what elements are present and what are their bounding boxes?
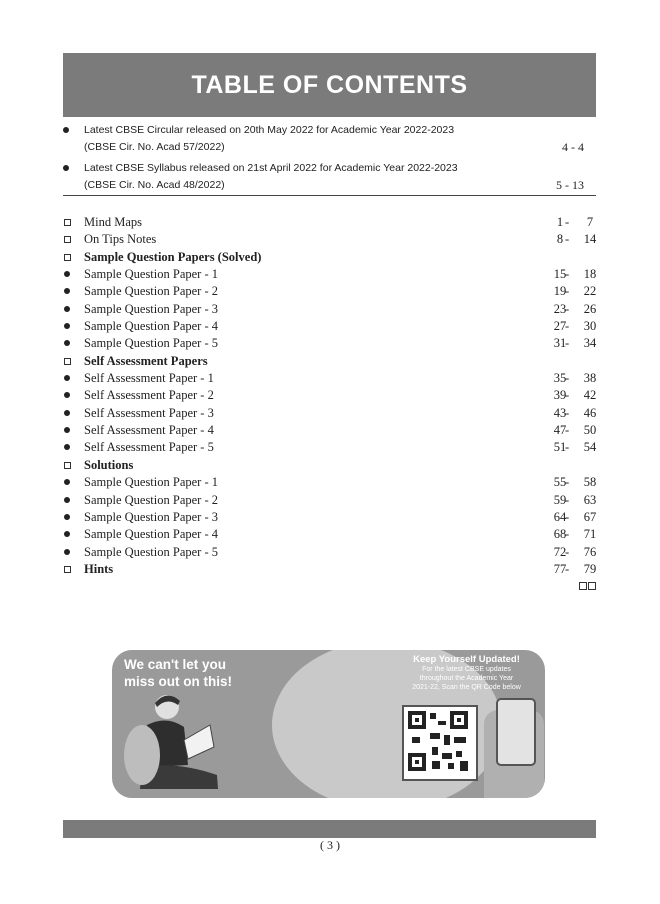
page-number: ( 3 ) [320,838,340,852]
toc-entry-label: Self Assessment Paper - 5 [84,440,214,455]
toc-page-start: 64 [553,509,567,524]
toc-page-dash: - [565,509,570,524]
toc-page-start: 15 [553,267,567,282]
square-bullet-icon [64,358,71,365]
toc-entry[interactable] [63,249,596,266]
toc-page-dash: - [565,544,570,559]
toc-page-start: 31 [553,336,567,351]
toc-entry[interactable] [63,474,596,491]
square-bullet-icon [64,462,71,469]
toc-page-dash: - [565,527,570,542]
toc-entry[interactable] [63,509,596,526]
square-bullet-icon [64,566,71,573]
toc-page-end: 22 [583,284,597,299]
dot-bullet-icon [64,306,70,312]
dot-bullet-icon [64,375,70,381]
contents-list [63,214,596,578]
qr-promo-banner[interactable] [112,650,545,798]
toc-page-end: 30 [583,319,597,334]
toc-page-start: 77 [553,561,567,576]
toc-page-dash: - [565,440,570,455]
toc-page-dash: - [565,561,570,576]
toc-page-end: 18 [583,267,597,282]
circular-entry [63,122,596,156]
toc-page-start: 27 [553,319,567,334]
toc-page-end: 46 [583,405,597,420]
dot-bullet-icon [64,323,70,329]
toc-entry-label: On Tips Notes [84,232,157,247]
divider [63,195,596,196]
toc-entry-label: Sample Question Paper - 1 [84,475,219,490]
toc-entry[interactable] [63,283,596,300]
toc-entry-label: Sample Question Paper - 1 [84,267,219,282]
toc-page-dash: - [565,232,570,247]
toc-page-end: 34 [583,336,597,351]
toc-page-start: 55 [553,475,567,490]
dot-bullet-icon [64,444,70,450]
square-icon [579,582,587,590]
dot-bullet-icon [64,514,70,520]
circular-pages: 4 - 4 [562,140,584,154]
toc-page-dash: - [565,475,570,490]
toc-page-end: 14 [583,232,597,247]
toc-entry-label: Self Assessment Paper - 4 [84,423,214,438]
toc-page-end: 79 [583,561,597,576]
toc-page-dash: - [565,336,570,351]
toc-entry-label: Sample Question Paper - 3 [84,301,219,316]
toc-page-dash: - [565,215,570,229]
dot-bullet-icon [64,410,70,416]
toc-entry[interactable] [63,492,596,509]
toc-entry[interactable] [63,353,596,370]
toc-entry[interactable] [63,544,596,561]
toc-entry-label: Self Assessment Paper - 1 [84,371,214,386]
toc-page-start: 1 [556,215,564,229]
toc-page-end: 76 [583,544,597,559]
toc-page-start: 43 [553,405,567,420]
bullet-icon [63,165,69,171]
toc-entry-label: Solutions [84,457,134,472]
dot-bullet-icon [64,531,70,537]
dot-bullet-icon [64,427,70,433]
toc-entry-label: Self Assessment Papers [84,353,208,368]
phone-icon [496,698,536,766]
toc-entry[interactable] [63,422,596,439]
square-icon [588,582,596,590]
toc-page-start: 59 [553,492,567,507]
dot-bullet-icon [64,497,70,503]
toc-entry-label: Sample Question Paper - 5 [84,544,219,559]
toc-page-start: 72 [553,544,567,559]
toc-page-end: 67 [583,509,597,524]
syllabus-ref: (CBSE Cir. No. Acad 48/2022) [84,179,225,191]
reading-person-illustration [122,685,232,795]
toc-entry-label: Self Assessment Paper - 3 [84,405,214,420]
toc-entry-label: Sample Question Paper - 4 [84,527,219,542]
footer-bar [63,820,596,838]
toc-entry[interactable] [63,457,596,474]
toc-entry[interactable] [63,266,596,283]
dot-bullet-icon [64,392,70,398]
toc-entry-label: Sample Question Paper - 5 [84,336,219,351]
toc-page-end: 63 [583,492,597,507]
toc-page-start: 8 [556,232,564,247]
promo-info: Keep Yourself Updated! For the latest CBSE updates throughout the Academic Year 2021-22, Scan the QR Code below [412,654,521,691]
dot-bullet-icon [64,340,70,346]
toc-entry[interactable] [63,301,596,318]
qr-code[interactable] [402,705,478,781]
syllabus-title: Latest CBSE Syllabus released on 21st April 2022 for Academic Year 2022-2023 [84,162,458,174]
toc-entry[interactable] [63,214,596,231]
toc-page-dash: - [565,371,570,386]
circular-title: Latest CBSE Circular released on 20th May 2022 for Academic Year 2022-2023 [84,124,455,136]
toc-page-end: 7 [586,215,594,229]
toc-page-end: 42 [583,388,597,403]
toc-page-end: 26 [583,301,597,316]
toc-entry-label: Self Assessment Paper - 2 [84,388,214,403]
toc-page-start: 68 [553,527,567,542]
toc-page-dash: - [565,492,570,507]
toc-page-dash: - [565,319,570,334]
square-bullet-icon [64,236,71,243]
toc-entry-label: Mind Maps [84,215,142,229]
toc-entry[interactable] [63,439,596,456]
syllabus-pages: 5 - 13 [556,178,584,192]
toc-page-dash: - [565,267,570,282]
toc-entry-label: Sample Question Paper - 4 [84,319,219,334]
circular-ref: (CBSE Cir. No. Acad 57/2022) [84,141,225,153]
toc-entry[interactable] [63,387,596,404]
title-banner [63,53,596,117]
square-bullet-icon [64,219,71,226]
toc-page-dash: - [565,423,570,438]
toc-page-dash: - [565,284,570,299]
dot-bullet-icon [64,549,70,555]
toc-entry[interactable] [63,231,596,248]
toc-entry[interactable] [63,318,596,335]
toc-entry-label: Sample Question Paper - 3 [84,509,219,524]
syllabus-entry [63,160,596,194]
toc-entry-label: Hints [84,561,114,576]
toc-entry-label: Sample Question Papers (Solved) [84,249,262,264]
toc-page-start: 19 [553,284,567,299]
square-bullet-icon [64,254,71,261]
toc-page-start: 39 [553,388,567,403]
toc-page-dash: - [565,388,570,403]
dot-bullet-icon [64,271,70,277]
page-title: TABLE OF CONTENTS [191,70,468,99]
dot-bullet-icon [64,288,70,294]
toc-page-start: 51 [553,440,567,455]
toc-page-start: 23 [553,301,567,316]
toc-page-end: 58 [583,475,597,490]
toc-page-dash: - [565,405,570,420]
promo-tagline: We can't let you miss out on this! [124,657,232,689]
toc-entry[interactable] [63,561,596,578]
toc-page-start: 35 [553,371,567,386]
toc-entry[interactable] [63,405,596,422]
toc-page-end: 50 [583,423,597,438]
toc-page-start: 47 [553,423,567,438]
toc-page-dash: - [565,301,570,316]
end-mark [578,582,596,593]
toc-page-end: 54 [583,440,597,455]
toc-entry-label: Sample Question Paper - 2 [84,492,219,507]
toc-entry[interactable] [63,526,596,543]
toc-entry-label: Sample Question Paper - 2 [84,284,219,299]
toc-page-end: 71 [583,527,597,542]
toc-entry[interactable] [63,370,596,387]
bullet-icon [63,127,69,133]
toc-entry[interactable] [63,335,596,352]
dot-bullet-icon [64,479,70,485]
toc-page-end: 38 [583,371,597,386]
